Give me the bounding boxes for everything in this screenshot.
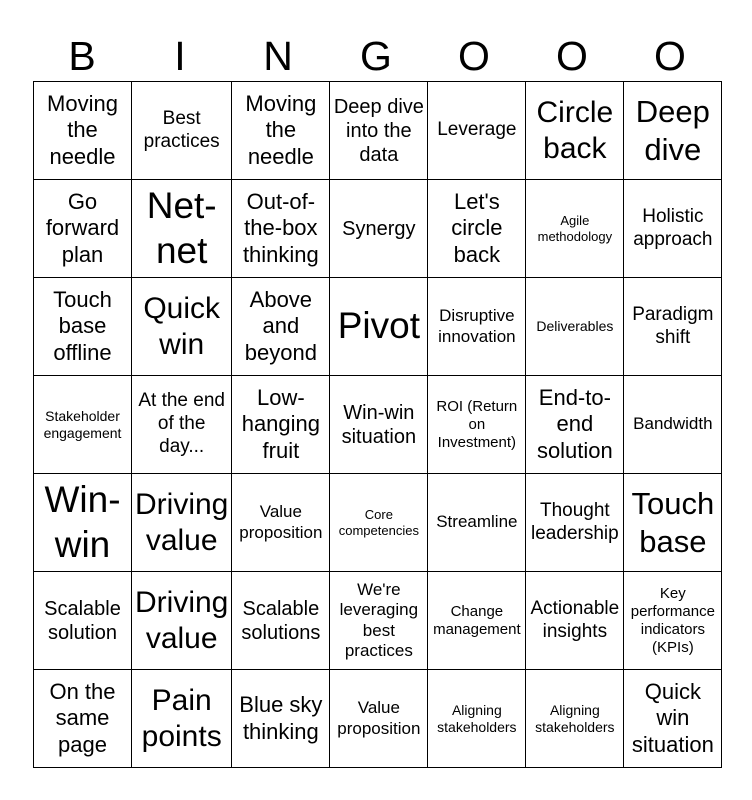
bingo-cell: Quick win (132, 278, 232, 376)
header-letter-n: N (263, 33, 293, 79)
grid-row (34, 82, 722, 180)
grid-row (34, 180, 722, 278)
bingo-cell: Synergy (330, 180, 428, 278)
bingo-cell: Moving the needle (34, 82, 132, 180)
bingo-cell: Key performance indicators (KPIs) (624, 572, 722, 670)
bingo-cell: Driving value (132, 572, 232, 670)
bingo-cell: Best practices (132, 82, 232, 180)
bingo-cell: Actionable insights (526, 572, 624, 670)
bingo-cell: ROI (Return on Investment) (428, 376, 526, 474)
bingo-cell: Bandwidth (624, 376, 722, 474)
bingo-cell: Core competencies (330, 474, 428, 572)
bingo-cell: Touch base (624, 474, 722, 572)
bingo-cell: At the end of the day... (132, 376, 232, 474)
bingo-cell: Moving the needle (232, 82, 330, 180)
bingo-cell: Quick win situation (624, 670, 722, 768)
bingo-cell: Out-of-the-box thinking (232, 180, 330, 278)
grid-row (34, 376, 722, 474)
bingo-cell: Pain points (132, 670, 232, 768)
bingo-cell: Aligning stakeholders (428, 670, 526, 768)
header-letter-g: G (360, 33, 392, 79)
bingo-cell: Scalable solutions (232, 572, 330, 670)
grid-row (34, 670, 722, 768)
bingo-cell: Let's circle back (428, 180, 526, 278)
bingo-cell: Go forward plan (34, 180, 132, 278)
bingo-cell: Above and beyond (232, 278, 330, 376)
header-letter-b: B (68, 33, 96, 79)
grid-row (34, 278, 722, 376)
bingo-cell: End-to-end solution (526, 376, 624, 474)
bingo-cell: Touch base offline (34, 278, 132, 376)
bingo-cell: Driving value (132, 474, 232, 572)
bingo-cell: Deep dive into the data (330, 82, 428, 180)
bingo-cell: Net-net (132, 180, 232, 278)
bingo-cell: We're leveraging best practices (330, 572, 428, 670)
bingo-cell: Disruptive innovation (428, 278, 526, 376)
bingo-cell: Blue sky thinking (232, 670, 330, 768)
bingo-cell: Stakeholder engagement (34, 376, 132, 474)
bingo-cell: Change management (428, 572, 526, 670)
bingo-cell: Agile methodology (526, 180, 624, 278)
bingo-cell: Thought leadership (526, 474, 624, 572)
bingo-cell: Win-win (34, 474, 132, 572)
bingo-cell: Value proposition (232, 474, 330, 572)
bingo-cell: Paradigm shift (624, 278, 722, 376)
bingo-cell: Streamline (428, 474, 526, 572)
header-letter-o: O (458, 33, 490, 79)
bingo-cell: Pivot (330, 278, 428, 376)
grid-row (34, 572, 722, 670)
bingo-cell: Scalable solution (34, 572, 132, 670)
bingo-grid (33, 81, 722, 768)
bingo-cell: Deliverables (526, 278, 624, 376)
bingo-cell: On the same page (34, 670, 132, 768)
bingo-header (33, 30, 719, 82)
grid-row (34, 474, 722, 572)
bingo-cell: Low-hanging fruit (232, 376, 330, 474)
bingo-cell: Leverage (428, 82, 526, 180)
bingo-cell: Circle back (526, 82, 624, 180)
header-letter-i: I (174, 33, 186, 79)
bingo-cell: Win-win situation (330, 376, 428, 474)
bingo-cell: Aligning stakeholders (526, 670, 624, 768)
header-letter-o: O (556, 33, 588, 79)
bingo-cell: Value proposition (330, 670, 428, 768)
bingo-cell: Deep dive (624, 82, 722, 180)
bingo-cell: Holistic approach (624, 180, 722, 278)
header-letter-o: O (654, 33, 686, 79)
